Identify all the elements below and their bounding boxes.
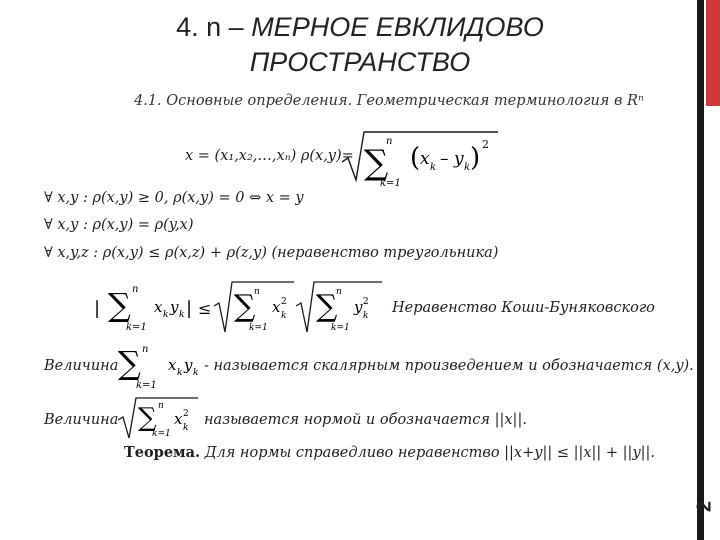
svg-text:x: x [174, 410, 183, 428]
svg-text:n: n [336, 287, 342, 297]
cauchy-label: Неравенство Коши-Буняковского [392, 300, 655, 316]
accent-bar [706, 0, 720, 106]
svg-text:|: | [94, 298, 101, 319]
title-prefix: 4. n – [176, 12, 244, 42]
svg-text:n: n [142, 344, 149, 355]
svg-text:∑: ∑ [234, 289, 256, 324]
svg-text:∑: ∑ [316, 289, 338, 324]
cauchy-formula [92, 280, 392, 336]
svg-text:k: k [179, 310, 185, 320]
svg-text:k: k [177, 368, 183, 378]
axiom-nonnegativity: ∀ x,y : ρ(x,y) ≥ 0, ρ(x,y) = 0 ⇔ x = y [44, 190, 304, 206]
svg-text:k=1: k=1 [152, 429, 171, 439]
svg-text:y: y [170, 298, 179, 316]
scalar-definition: - называется скалярным произведением и обозначается (x,y). [204, 358, 694, 374]
svg-text:x: x [168, 356, 177, 374]
svg-text:y: y [454, 149, 464, 169]
svg-text:x: x [272, 298, 281, 316]
norm-prefix: Величина [44, 412, 119, 428]
norm-definition: называется нормой и обозначается ||x||. [204, 412, 527, 428]
norm-radical [116, 396, 200, 440]
svg-text:n: n [132, 284, 139, 295]
svg-text:∑: ∑ [108, 286, 131, 324]
svg-text:2: 2 [183, 409, 189, 419]
svg-text:k: k [363, 311, 369, 321]
axiom-symmetry: ∀ x,y : ρ(x,y) = ρ(y,x) [44, 217, 194, 233]
svg-text:k: k [183, 423, 189, 433]
svg-text:k=1: k=1 [331, 323, 350, 333]
svg-text:≤: ≤ [198, 299, 212, 318]
svg-text:y: y [354, 298, 363, 316]
scalar-prefix: Величина [44, 358, 119, 374]
svg-text:n: n [254, 287, 260, 297]
svg-text:2: 2 [482, 138, 489, 151]
svg-text:(: ( [410, 143, 421, 173]
svg-text:–: – [440, 149, 449, 169]
svg-text:y: y [184, 356, 193, 374]
svg-text:n: n [158, 401, 164, 411]
theorem-text: Для нормы справедливо неравенство ||x+y|| ≤ ||x|| + ||y||. [204, 445, 656, 461]
svg-text:k: k [281, 311, 287, 321]
svg-text:∑: ∑ [138, 403, 157, 433]
svg-text:|: | [186, 298, 193, 319]
page-number: 2 [693, 500, 716, 513]
section-heading: 4.1. Основные определения. Геометрическая терминология в Rⁿ [134, 93, 644, 109]
slide-title [110, 10, 610, 80]
title-text: МЕРНОЕ ЕВКЛИДОВО ПРОСТРАНСТВО [249, 12, 544, 77]
svg-text:∑: ∑ [118, 344, 141, 382]
svg-text:k: k [430, 162, 437, 173]
svg-text:n: n [386, 136, 393, 147]
axiom-triangle: ∀ x,y,z : ρ(x,y) ≤ ρ(x,z) + ρ(z,y) (неравенство треугольника) [44, 245, 499, 261]
svg-text:∑: ∑ [364, 143, 389, 183]
svg-text:x: x [154, 298, 163, 316]
distance-formula-lhs: x = (x₁,x₂,…,xₙ) ρ(x,y)= [185, 148, 354, 164]
scalar-sum [114, 340, 206, 392]
svg-text:2: 2 [363, 297, 369, 307]
svg-text:x: x [420, 149, 430, 169]
svg-text:2: 2 [281, 297, 287, 307]
svg-text:k=1: k=1 [249, 323, 268, 333]
theorem-label: Теорема. [124, 444, 201, 461]
svg-text:k: k [464, 162, 471, 173]
svg-text:k=1: k=1 [136, 380, 157, 391]
theorem [124, 444, 655, 461]
svg-text:k=1: k=1 [380, 178, 401, 188]
svg-text:): ) [470, 143, 481, 173]
svg-text:k: k [163, 310, 169, 320]
distance-radical [340, 128, 500, 188]
right-border-bar [697, 0, 704, 540]
svg-text:k: k [193, 368, 199, 378]
svg-text:k=1: k=1 [126, 322, 147, 333]
